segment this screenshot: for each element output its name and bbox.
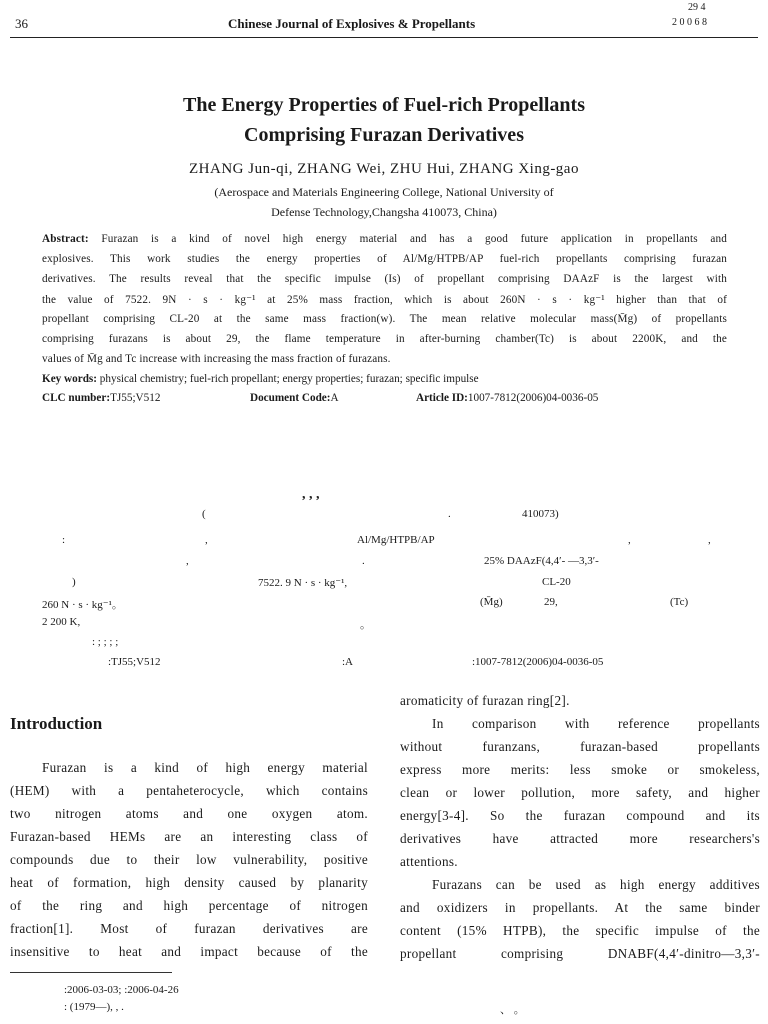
intro-right-line: clean or lower pollution, more safety, and higher [400, 785, 760, 800]
intro-left-line: of the ring and high percentage of nitrogen [10, 898, 368, 913]
footnote-dates: :2006-03-03; :2006-04-26 [64, 984, 179, 996]
cn-aff-postcode: 410073) [522, 508, 559, 520]
cn-abstract-frag: 25% DAAzF(4,4′- —3,3′- [484, 555, 599, 567]
intro-left-line: heat of formation, high density caused by planarity [10, 875, 368, 890]
cn-abstract-frag: Al/Mg/HTPB/AP [357, 534, 435, 546]
abstract-line-5: propellant comprising CL-20 at the same mass fraction(w). The mean relative molecular mass(M̄g) of propellants [42, 313, 727, 325]
section-heading-introduction: Introduction [10, 714, 103, 733]
intro-left-line: (HEM) with a pentaheterocycle, which contains [10, 783, 368, 798]
authors: ZHANG Jun-qi, ZHANG Wei, ZHU Hui, ZHANG Xing-gao [189, 161, 579, 177]
footnote-author: : (1979—), , . [64, 1001, 124, 1013]
paper-title-line1: The Energy Properties of Fuel-rich Propellants [183, 94, 585, 116]
abstract-line-6: comprising furazans is about 29, the flame temperature in after-burning chamber(Tc) is about 2200K, and the [42, 333, 727, 345]
intro-right-line: derivatives have attracted more researchers's [400, 831, 760, 846]
cn-abstract-frag: . [362, 555, 365, 567]
cn-aff-dot: . [448, 508, 451, 520]
paper-title-line2: Comprising Furazan Derivatives [244, 124, 524, 146]
intro-right-line: In comparison with reference propellants [432, 716, 760, 731]
page-number: 36 [15, 16, 28, 31]
intro-left-line: Furazan is a kind of high energy material [42, 760, 368, 775]
abstract-line-1: Abstract: Furazan is a kind of novel high energy material and has a good future application in propellants and [42, 233, 727, 245]
keywords-text: physical chemistry; fuel-rich propellant; energy properties; furazan; specific impulse [99, 373, 479, 385]
intro-right-line: energy[3-4]. So the furazan compound and its [400, 808, 760, 823]
cn-aff-open: ( [202, 508, 206, 520]
affiliation-line2: Defense Technology,Changsha 410073, China) [271, 205, 497, 219]
cn-abstract-frag: , [628, 534, 631, 546]
cn-clc-frag: :TJ55;V512 [108, 656, 161, 668]
cn-abstract-frag: 2 200 K, [42, 616, 81, 628]
cn-doccode-frag: :A [342, 656, 353, 668]
issue-info-top: 29 4 [688, 2, 706, 13]
affiliation-line1: (Aerospace and Materials Engineering College, National University of [214, 185, 554, 199]
footnote-author-tail: 、 。 [500, 1004, 525, 1016]
intro-right-line: express more merits: less smoke or smokeless, [400, 762, 760, 777]
cn-abstract-frag: CL-20 [542, 576, 571, 588]
cn-abstract-frag: (M̄g) [480, 596, 503, 608]
issue-info-bottom: 2 0 0 6 8 [672, 17, 707, 28]
article-id: Article ID:1007-7812(2006)04-0036-05 [416, 392, 599, 404]
cn-abstract-frag: 7522. 9 N · s · kg⁻¹, [258, 577, 348, 589]
cn-authors-fragment: , , , [302, 487, 320, 502]
cn-keywords-frag: : ; ; ; ; [92, 636, 119, 648]
intro-right-line: attentions. [400, 854, 458, 869]
cn-abstract-frag: 260 N · s · kg⁻¹。 [42, 599, 123, 611]
keywords [42, 373, 479, 385]
cn-abstract-colon: : [62, 534, 66, 546]
abstract-line-4: the value of 7522. 9N · s · kg⁻¹ at 25% mass fraction, which is about 260N · s · kg⁻¹ higher than that of [42, 294, 727, 306]
intro-right-line: content (15% HTPB), the specific impulse of the [400, 923, 760, 938]
intro-right-line: Furazans can be used as high energy additives [432, 877, 760, 892]
abstract-label: Abstract: [42, 233, 89, 245]
abstract-line-3: derivatives. The results reveal that the specific impulse (Is) of propellant comprising DAAzF is the largest with [42, 273, 727, 285]
intro-left-line: two nitrogen atoms and one oxygen atom. [10, 806, 368, 821]
footnote-rule [10, 972, 172, 973]
document-code: Document Code:A [250, 392, 339, 404]
cn-articleid-frag: :1007-7812(2006)04-0036-05 [472, 656, 604, 668]
header-rule [10, 37, 758, 38]
clc-number: CLC number:TJ55;V512 [42, 392, 161, 404]
journal-name: Chinese Journal of Explosives & Propellants [228, 16, 476, 31]
keywords-label: Key words: [42, 373, 97, 385]
intro-right-line: without furanzans, furazan-based propellants [400, 739, 760, 754]
intro-right-line: propellant comprising DNABF(4,4′-dinitro—3,3′- [400, 946, 760, 961]
intro-right-line: aromaticity of furazan ring[2]. [400, 693, 570, 708]
cn-abstract-frag: , [708, 534, 711, 546]
cn-abstract-frag: ) [72, 576, 76, 588]
cn-abstract-frag: , [205, 534, 208, 546]
intro-left-line: Furazan-based HEMs are an interesting class of [10, 829, 368, 844]
intro-left-line: insensitive to heat and impact because of the [10, 944, 368, 959]
intro-left-line: compounds due to their low vulnerability, positive [10, 852, 368, 867]
intro-right-line: and oxidizers in propellants. At the same binder [400, 900, 760, 915]
cn-abstract-frag: (Tc) [670, 596, 689, 608]
abstract-line-7: values of M̄g and Tc increase with increasing the mass fraction of furazans. [42, 353, 391, 365]
cn-abstract-frag: , [186, 555, 189, 567]
cn-abstract-frag: 29, [544, 596, 558, 608]
cn-abstract-frag: 。 [360, 619, 371, 631]
intro-left-line: fraction[1]. Most of furazan derivatives are [10, 921, 368, 936]
abstract-line-2: explosives. This work studies the energy properties of Al/Mg/HTPB/AP fuel-rich propellants comprising furazan [42, 253, 727, 265]
